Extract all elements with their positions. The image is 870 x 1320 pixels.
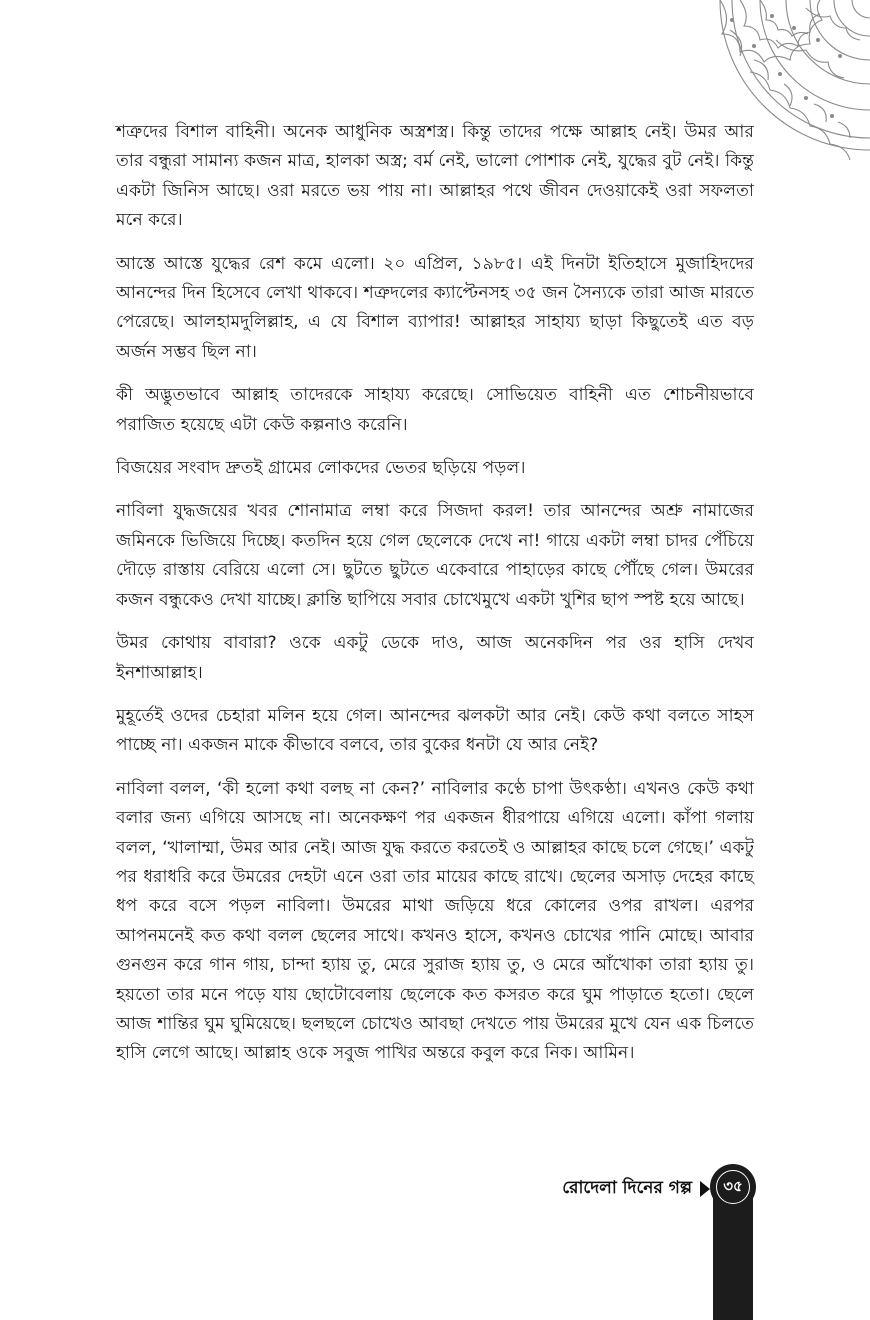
paragraph: বিজয়ের সংবাদ দ্রুতই গ্রামের লোকদের ভেতর ছড়িয়ে পড়ল। — [116, 458, 526, 479]
paragraph: নাবিলা যুদ্ধজয়ের খবর শোনামাত্র লম্বা করে সিজদা করল! তার আনন্দের অশ্রু নামাজের জমিনকে ভিজিয়ে দিচ্ছে। কতদিন হয়ে গেল ছেলেকে দেখে না! গায়ে একটা লম্বা চাদর পেঁচিয়ে দৌড়ে রাস্তায় বেরিয়ে এলো সে। ছুটতে ছুটতে একেবারে পাহাড়ের কাছে পৌঁছে গেল। উমরের কজন বন্ধুকেও দেখা যাচ্ছে। ক্লান্তি ছাপিয়ে সবার চোখেমুখে একটা খুশির ছাপ স্পষ্ট হয়ে আছে। — [116, 501, 754, 610]
paragraph: আস্তে আস্তে যুদ্ধের রেশ কমে এলো। ২০ এপ্রিল, ১৯৮৫। এই দিনটা ইতিহাসে মুজাহিদদের আনন্দের দিন হিসেবে লেখা থাকবে। শত্রুদলের ক্যাপ্টেনসহ ৩৫ জন সৈন্যকে তারা আজ মারতে পেরেছে। আলহামদুলিল্লাহ, এ যে বিশাল ব্যাপার! আল্লাহর সাহায্য ছাড়া কিছুতেই এত বড় অর্জন সম্ভব ছিল না। — [116, 253, 754, 362]
paragraph: মুহূর্তেই ওদের চেহারা মলিন হয়ে গেল। আনন্দের ঝলকটা আর নেই। কেউ কথা বলতে সাহস পাচ্ছে না। একজন মাকে কীভাবে বলবে, তার বুকের ধনটা যে আর নেই? — [116, 705, 754, 756]
paragraph: কী অদ্ভুতভাবে আল্লাহ তাদেরকে সাহায্য করেছে। সোভিয়েত বাহিনী এত শোচনীয়ভাবে পরাজিত হয়েছে এটা কেউ কল্পনাও করেনি। — [116, 385, 754, 435]
paragraph: শত্রুদের বিশাল বাহিনী। অনেক আধুনিক অস্ত্রশস্ত্র। কিন্তু তাদের পক্ষে আল্লাহ নেই। উমর আর তার বন্ধুরা সামান্য কজন মাত্র, হালকা অস্ত্র; বর্ম নেই, ভালো পোশাক নেই, যুদ্ধের বুট নেই। কিন্তু একটা জিনিস আছে। ওরা মরতে ভয় পায় না। আল্লাহর পথে জীবন দেওয়াকেই ওরা সফলতা মনে করে। — [116, 122, 754, 231]
body-text — [116, 118, 754, 1083]
book-title: রোদেলা দিনের গল্প — [562, 1178, 692, 1198]
paragraph: নাবিলা বলল, ‘কী হলো কথা বলছ না কেন?’ নাবিলার কণ্ঠে চাপা উৎকণ্ঠা। এখনও কেউ কথা বলার জন্য এগিয়ে আসছে না। অনেকক্ষণ পর একজন ধীরপায়ে এগিয়ে এলো। কাঁপা গলায় বলল, ‘খালাম্মা, উমর আর নেই। আজ যুদ্ধ করতে করতেই ও আল্লাহর কাছে চলে গেছে।’ একটু পর ধরাধরি করে উমরের দেহটা এনে ওরা তার মায়ের কাছে রাখে। ছেলের অসাড় দেহের কাছে ধপ করে বসে পড়ল নাবিলা। উমরের মাথা জড়িয়ে ধরে কোলের ওপর রাখল। এরপর আপনমনেই কত কথা বলল ছেলের সাথে। কখনও হাসে, কখনও চোখের পানি মোছে। আবার গুনগুন করে গান গায়, চান্দা হ্যায় তু, মেরে সুরাজ হ্যায় তু, ও মেরে আঁখোকা তারা হ্যায় তু। হয়তো তার মনে পড়ে যায় ছোটোবেলায় ছেলেকে কত কসরত করে ঘুম পাড়াতে হতো। ছেলে আজ শান্তির ঘুম ঘুমিয়েছে। ছলছলে চোখেও আবছা দেখতে পায় উমরের মুখে যেন এক চিলতে হাসি লেগে আছে। আল্লাহ ওকে সবুজ পাখির অন্তরে কবুল করে নিক। আমিন। — [116, 778, 754, 1064]
page-number: ৩৫ — [723, 1176, 743, 1195]
arrow-right-icon — [700, 1181, 710, 1197]
page-number-badge — [710, 1164, 756, 1210]
running-footer — [380, 1172, 710, 1206]
paragraph: উমর কোথায় বাবারা? ওকে একটু ডেকে দাও, আজ অনেকদিন পর ওর হাসি দেখব ইনশাআল্লাহ। — [116, 633, 754, 683]
